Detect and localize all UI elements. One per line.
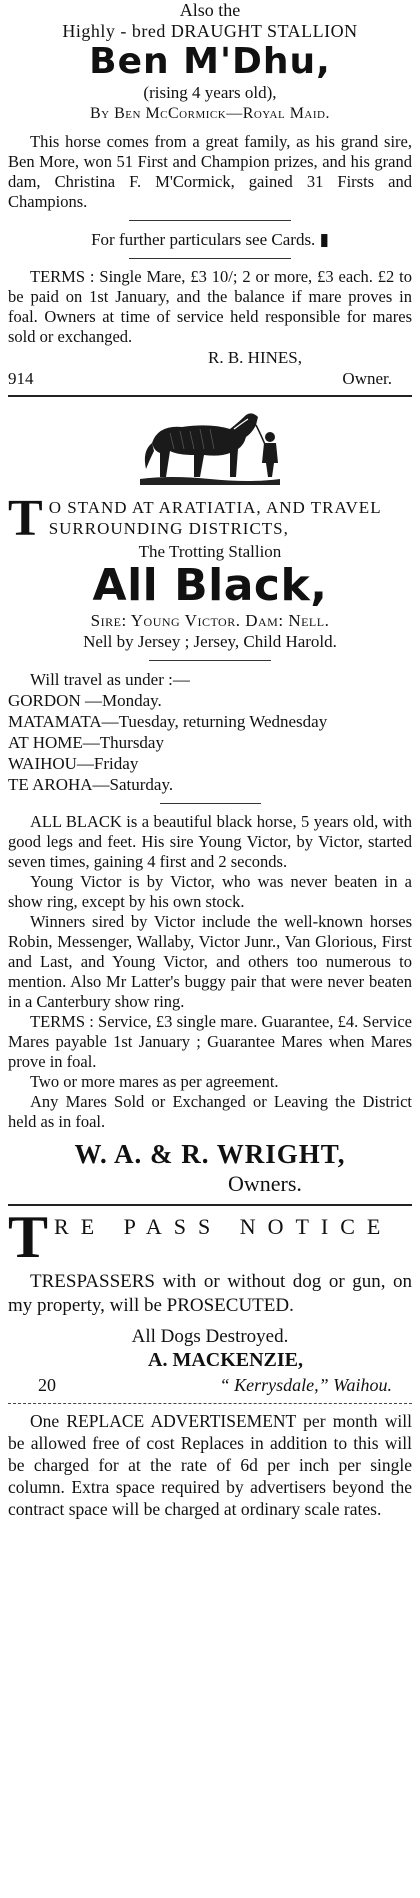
owners-label: Owners. — [228, 1171, 302, 1196]
divider — [149, 660, 270, 661]
replace-notice-body: One REPLACE ADVERTISEMENT per month will be allowed free of cost Replaces in addition to this will be charged for at the rate of 6d per inch per single column. Extra space required by advertisers beyond the contract space will be charged at ordinary scale rates. — [8, 1411, 412, 1519]
cards-note: For further particulars see Cards. ▮ — [91, 230, 329, 249]
ad-number: 914 — [8, 369, 34, 388]
also-the-label: Also the — [179, 0, 241, 20]
notice-signature: A. MACKENZIE, — [148, 1349, 304, 1371]
replace-advertisement-notice — [8, 1410, 412, 1520]
travel-intro: Will travel as under :— — [30, 670, 190, 689]
ad2-subtitle: The Trotting Stallion — [138, 542, 282, 561]
stallion-age: (rising 4 years old), — [143, 83, 277, 102]
notice-heading — [8, 1212, 412, 1262]
ad2-heading-text: O STAND AT ARATIATIA, AND TRAVEL SURROUNDING DISTRICTS, — [48, 498, 381, 538]
terms-para: TERMS : Service, £3 single mare. Guarantee, £4. Service Mares payable 1st January ; Guarantee Mares when Mares prove in foal. — [8, 1012, 412, 1071]
notice-heading-text: RE PASS NOTICE — [54, 1214, 393, 1239]
schedule-item: AT HOME—Thursday — [8, 733, 164, 752]
owner-label: Owner. — [342, 369, 392, 388]
ad-number: 20 — [38, 1375, 56, 1395]
divider — [129, 220, 291, 221]
horse-woodcut-illustration — [130, 403, 290, 491]
ad2-heading — [8, 497, 412, 541]
owners-name: W. A. & R. WRIGHT, — [74, 1139, 346, 1169]
schedule-item: GORDON —Monday. — [8, 691, 162, 710]
stallion-description: This horse comes from a great family, as his grand sire, Ben More, won 51 First and Champion prizes, and his grand dam, Christina F. M'Cormick, gained 31 Firsts and Champions. — [8, 132, 412, 211]
description-para: Winners sired by Victor include the well-known horses Robin, Messenger, Wallaby, Victor Junr., Van Glorious, First and Last, and Young Victor, and others too numerous to mention. Also Mr Latter's buggy pair that were never beaten in a Canterbury show ring. — [8, 912, 412, 1011]
travel-schedule — [8, 690, 412, 795]
section-rule — [8, 395, 412, 397]
owner-name: R. B. HINES, — [208, 348, 302, 367]
notice-body: TRESPASSERS with or without dog or gun, on my property, will be PROSECUTED. — [8, 1271, 412, 1316]
section-rule — [8, 1403, 412, 1404]
stallion-name: All Black, — [92, 560, 328, 611]
divider — [160, 803, 261, 804]
dogs-line: All Dogs Destroyed. — [131, 1326, 289, 1347]
terms-text: TERMS : Single Mare, £3 10/; 2 or more, £3 each. £2 to be paid on 1st January, and the balance if mare proves in foal. Owners at time of service held responsible for mares sold or exchanged. — [8, 267, 412, 346]
notice-footer-row — [8, 1373, 412, 1397]
divider — [129, 258, 291, 259]
address: “ Kerrysdale,” Waihou. — [219, 1375, 392, 1395]
owner-row — [8, 368, 412, 389]
ad-trespass-notice — [8, 1212, 412, 1397]
description-para: ALL BLACK is a beautiful black horse, 5 years old, with good legs and feet. His sire Young Victor, by Victor, started seven times, gaining 4 first and 2 seconds. — [8, 812, 412, 871]
schedule-item: MATAMATA—Tuesday, returning Wednesday — [8, 712, 328, 731]
schedule-item: TE AROHA—Saturday. — [8, 775, 174, 794]
ad-ben-mdhu — [8, 0, 412, 389]
ad-all-black — [8, 497, 412, 1198]
ad-subtitle: Highly - bred DRAUGHT STALLION — [62, 21, 358, 41]
schedule-item: WAIHOU—Friday — [8, 754, 139, 773]
description-para: Any Mares Sold or Exchanged or Leaving the District held as in foal. — [8, 1092, 412, 1131]
description-para: Young Victor is by Victor, who was never beaten in a show ring, except by his own stock. — [8, 872, 412, 911]
stallion-name: Ben M'Dhu, — [89, 41, 331, 82]
sire-dam-line: Sire: Young Victor. Dam: Nell. — [90, 611, 330, 630]
dam-pedigree: Nell by Jersey ; Jersey, Child Harold. — [83, 632, 337, 651]
stallion-breeding: By Ben McCormick—Royal Maid. — [90, 105, 330, 122]
drop-cap: T — [8, 497, 43, 541]
section-rule — [8, 1204, 412, 1206]
black-square-icon: ▮ — [319, 230, 329, 249]
drop-cap: T — [8, 1212, 49, 1262]
description-para: Two or more mares as per agreement. — [30, 1072, 279, 1091]
